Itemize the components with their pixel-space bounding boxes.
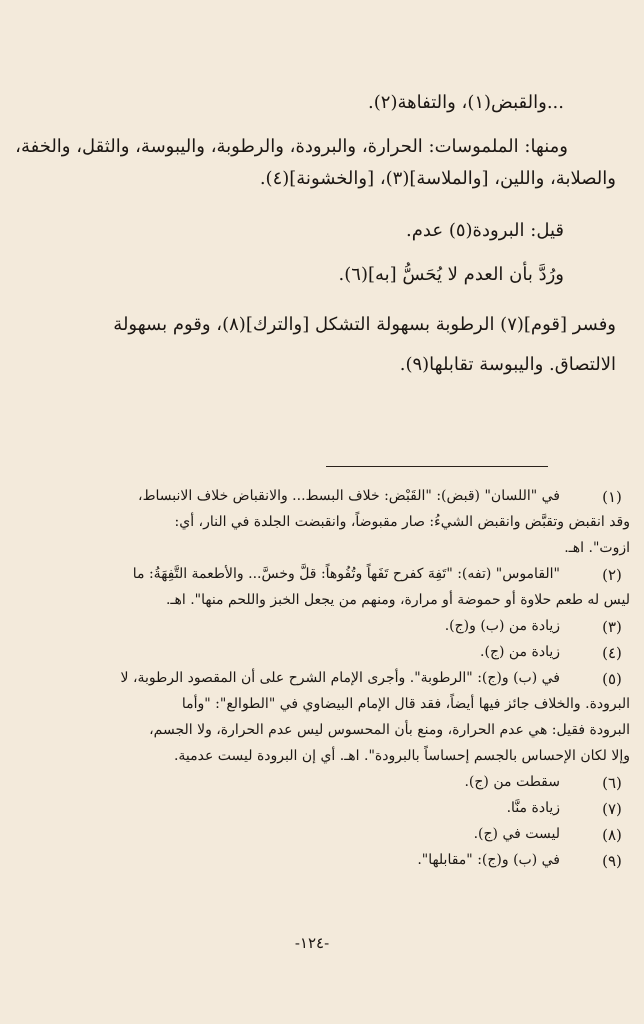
footnote-continuation <box>10 746 630 772</box>
footnote-text: زيادة من (ج). <box>480 644 560 660</box>
main-line: ورُدَّ بأن العدم لا يُحَسُّ [به](٦). <box>338 264 564 285</box>
footnote-text: في "اللسان" (قبض): "القَبْض: خلاف البسط... والانقباض خلاف الانبساط، <box>138 488 560 504</box>
footnote-continuation <box>10 538 630 564</box>
main-line: ومنها: الملموسات: الحرارة، والبرودة، والرطوبة، واليبوسة، والثقل، والخفة، <box>15 136 568 157</box>
footnote-text: "القاموس" (تفه): "تَفِهَ كفرح تَفَهاً وتُفُوهاً: قلَّ وخسَّ... والأطعمة التَّفِهَةُ: ما <box>132 566 560 582</box>
footnote-continuation <box>10 590 630 616</box>
footnote <box>10 772 630 798</box>
footnote-text: وقد انقبض وتقبَّض وانقبض الشيءُ: صار مقبوضاً، وانقبضت الجلدة في النار، أي: <box>174 514 630 530</box>
footnotes <box>10 486 630 876</box>
footnote-number: (٤) <box>602 644 622 662</box>
footnote-text: ليست في (ج). <box>473 826 560 842</box>
footnote-text: في (ب) و(ج): "الرطوبة". وأجرى الإمام الشرح على أن المقصود الرطوبة، لا <box>120 670 560 686</box>
footnote-number: (٧) <box>602 800 622 818</box>
footnote-text: زيادة من (ب) و(ج). <box>444 618 560 634</box>
footnote-text: وإلا لكان الإحساس بالجسم إحساساً بالبرودة". اهـ. أي إن البرودة ليست عدمية. <box>173 748 630 764</box>
main-line: والصلابة، واللين، [والملاسة](٣)، [والخشونة](٤). <box>259 168 616 189</box>
footnote <box>10 616 630 642</box>
footnote <box>10 824 630 850</box>
footnote <box>10 564 630 590</box>
footnote <box>10 642 630 668</box>
footnote-continuation <box>10 720 630 746</box>
footnote-text: البرودة. والخلاف جائز فيها أيضاً، فقد قال الإمام البيضاوي في "الطوالع": "وأما <box>181 696 630 712</box>
footnote-text: زيادة منَّا. <box>506 800 560 816</box>
main-line: قيل: البرودة(٥) عدم. <box>406 220 564 241</box>
footnote-continuation <box>10 694 630 720</box>
footnote-number: (٨) <box>602 826 622 844</box>
footnote <box>10 486 630 512</box>
footnote-text: البرودة فقيل: هي عدم الحرارة، ومنع بأن المحسوس ليس عدم الحرارة، ولا الجسم، <box>149 722 630 738</box>
page-number: -١٢٤- <box>294 934 330 952</box>
footnote-number: (٦) <box>602 774 622 792</box>
footnote-text: ازوت". اهـ. <box>564 540 630 556</box>
footnote-text: في (ب) و(ج): "مقابلها". <box>417 852 560 868</box>
footnote-separator <box>326 466 548 467</box>
main-line: الالتصاق. واليبوسة تقابلها(٩). <box>399 354 616 375</box>
footnote <box>10 850 630 876</box>
main-line: ...والقبض(١)، والتفاهة(٢). <box>368 92 564 113</box>
main-line: وفسر [قوم](٧) الرطوبة بسهولة التشكل [والترك](٨)، وقوم بسهولة <box>113 314 616 335</box>
footnote-number: (٢) <box>602 566 622 584</box>
footnote-number: (١) <box>602 488 622 506</box>
footnote-number: (٩) <box>602 852 622 870</box>
footnote-number: (٥) <box>602 670 622 688</box>
footnote-text: ليس له طعم حلاوة أو حموضة أو مرارة، ومنهم من يجعل الخبز واللحم منها". اهـ. <box>165 592 630 608</box>
footnote-text: سقطت من (ج). <box>464 774 560 790</box>
footnote-number: (٣) <box>602 618 622 636</box>
footnote <box>10 668 630 694</box>
footnote-continuation <box>10 512 630 538</box>
footnote <box>10 798 630 824</box>
